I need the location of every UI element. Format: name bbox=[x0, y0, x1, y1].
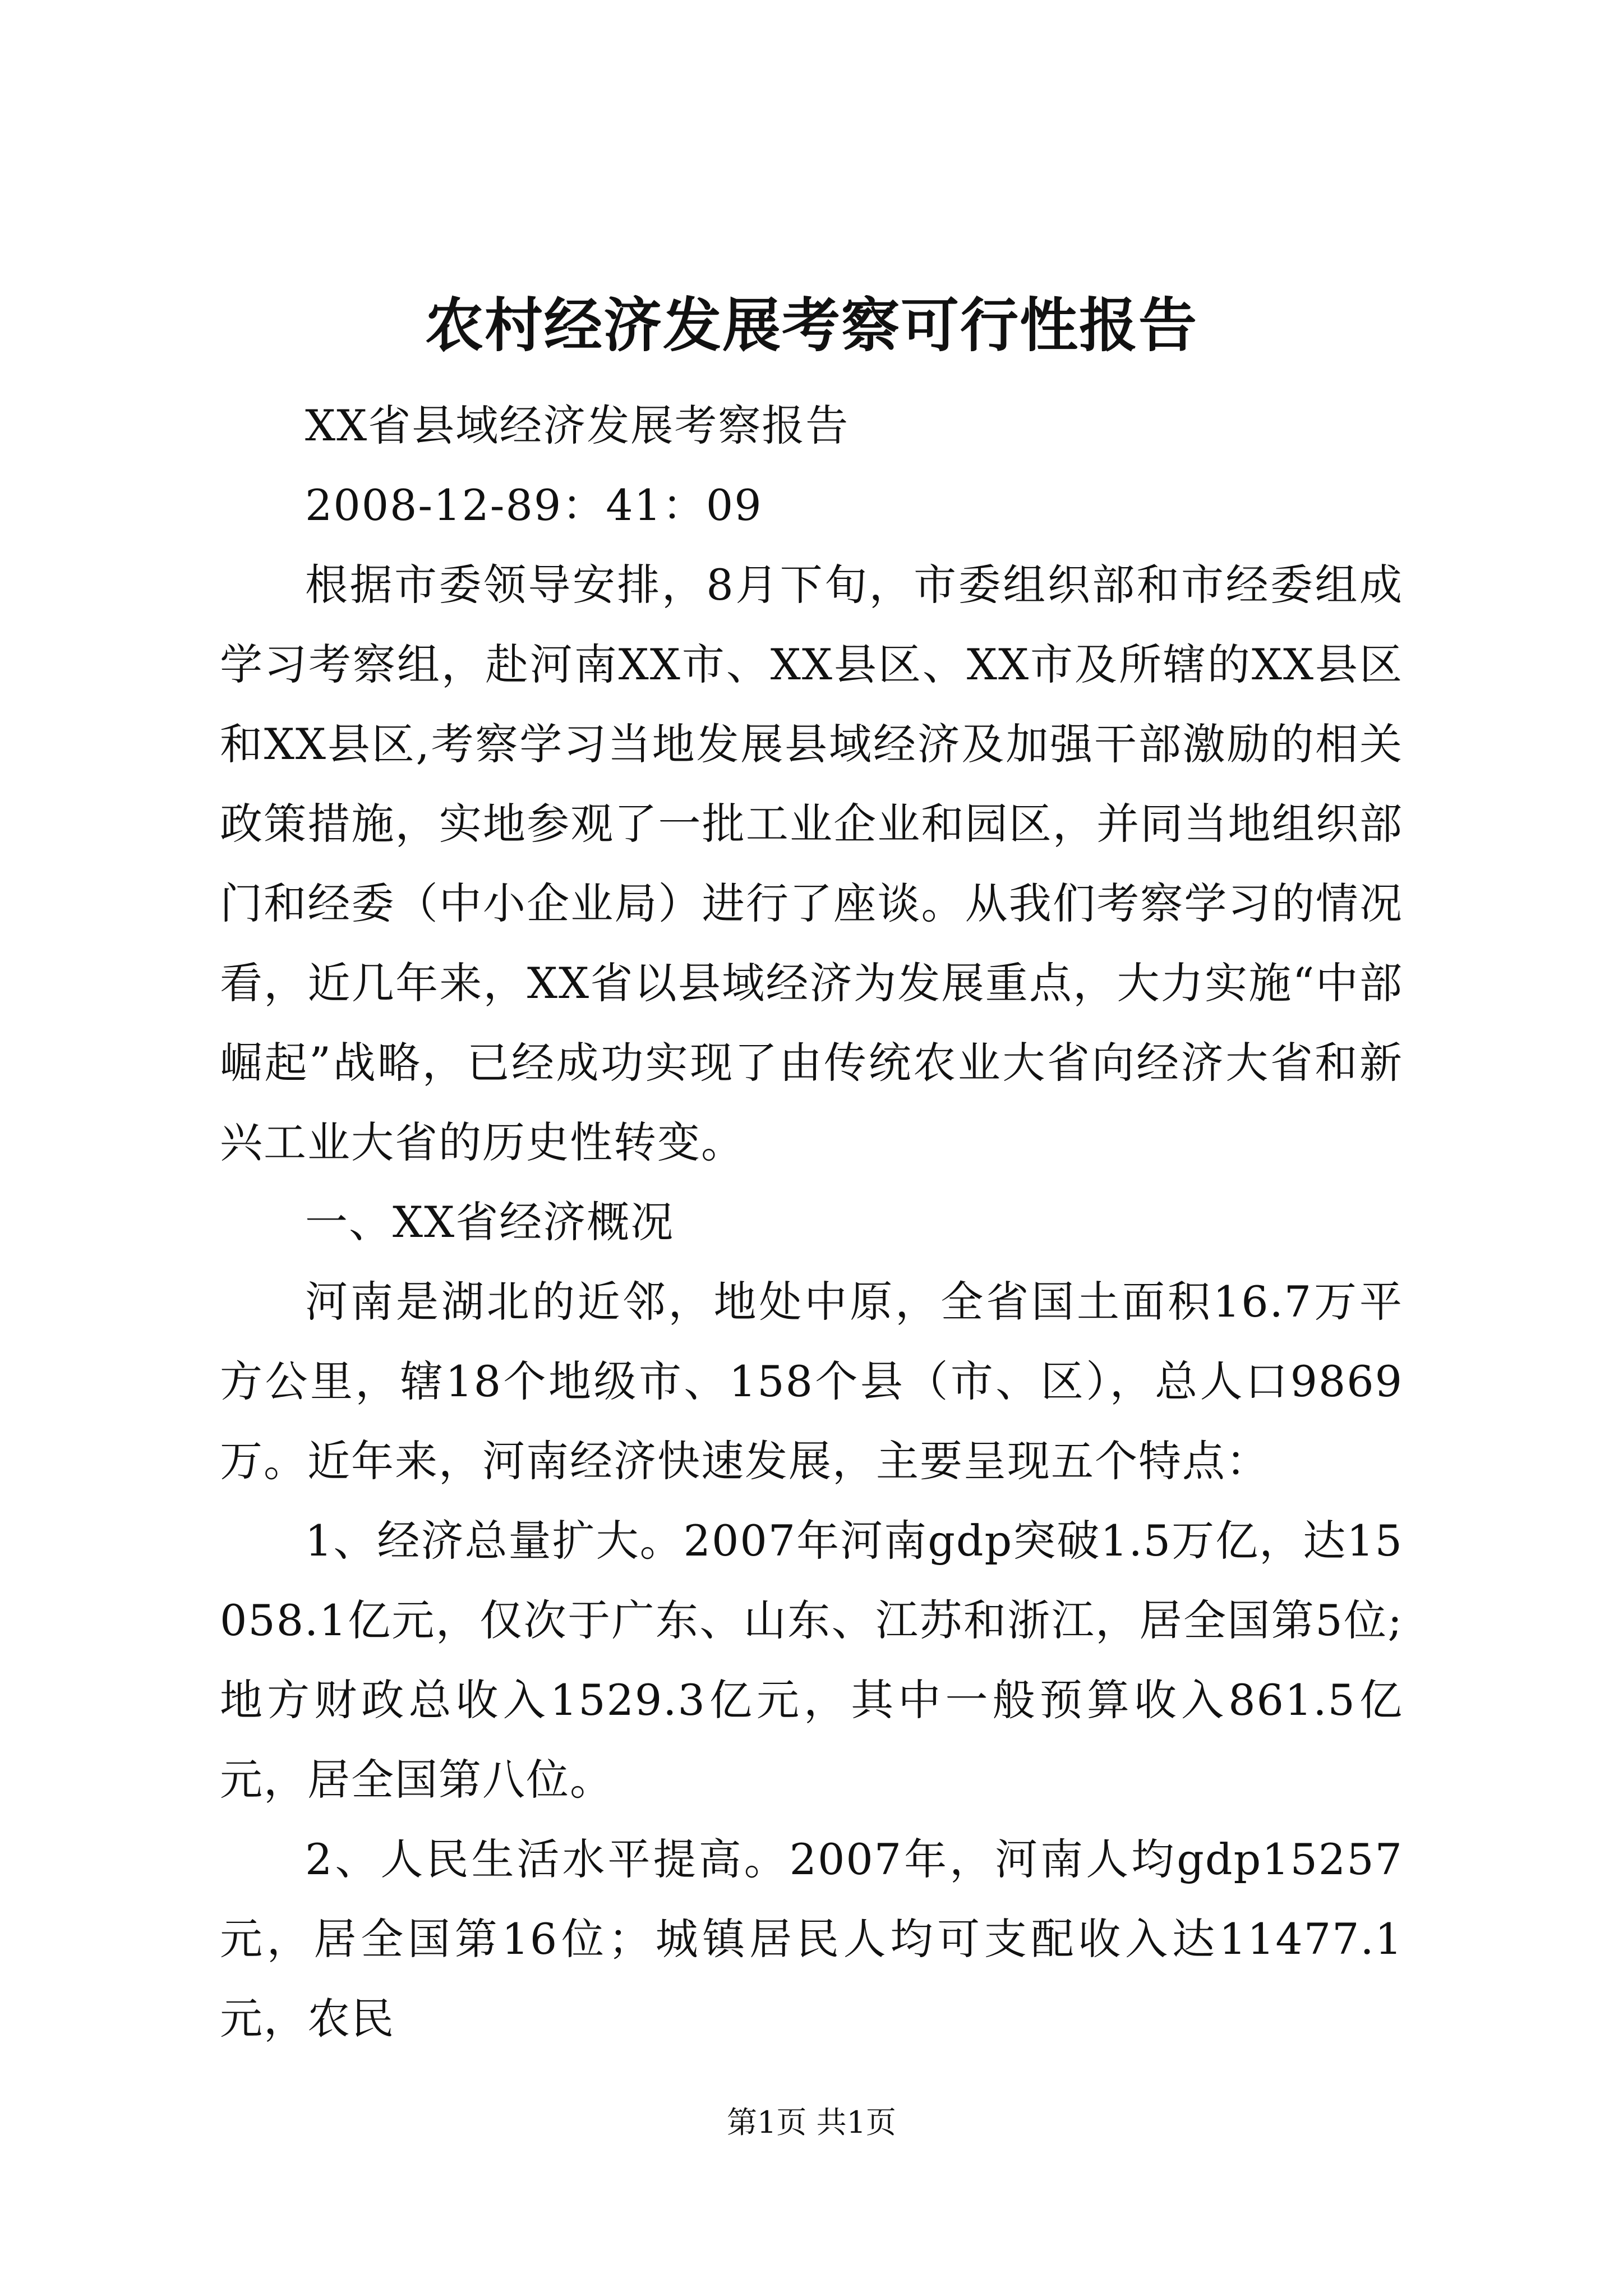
point-1-paragraph: 1、经济总量扩大。2007年河南gdp突破1.5万亿，达15058.1亿元，仅次于广东、山东、江苏和浙江，居全国第5位;地方财政总收入1529.3亿元，其中一般预算收入861.5亿元，居全国第八位。 bbox=[220, 1516, 1403, 1805]
subtitle-paragraph: XX省县域经济发展考察报告 bbox=[305, 401, 850, 450]
page-footer: 第1页 共1页 bbox=[727, 2105, 896, 2140]
overview-paragraph: 河南是湖北的近邻，地处中原，全省国土面积16.7万平方公里，辖18个地级市、158个县（市、区），总人口9869万。近年来，河南经济快速发展，主要呈现五个特点： bbox=[220, 1277, 1403, 1486]
document-body bbox=[220, 386, 1403, 2059]
date-paragraph: 2008-12-89：41：09 bbox=[305, 480, 763, 530]
document-title: 农村经济发展考察可行性报告 bbox=[425, 291, 1198, 360]
point-2-paragraph: 2、人民生活水平提高。2007年，河南人均gdp15257元，居全国第16位；城镇居民人均可支配收入达11477.1元，农民 bbox=[220, 1834, 1403, 2044]
section-heading: 一、XX省经济概况 bbox=[305, 1197, 675, 1247]
intro-paragraph: 根据市委领导安排，8月下旬，市委组织部和市经委组成学习考察组，赴河南XX市、XX县区、XX市及所辖的XX县区和XX县区,考察学习当地发展县域经济及加强干部激励的相关政策措施，实地参观了一批工业企业和园区，并同当地组织部门和经委（中小企业局）进行了座谈。从我们考察学习的情况看，近几年来，XX省以县域经济为发展重点，大力实施“中部崛起”战略，已经成功实现了由传统农业大省向经济大省和新兴工业大省的历史性转变。 bbox=[220, 560, 1403, 1167]
